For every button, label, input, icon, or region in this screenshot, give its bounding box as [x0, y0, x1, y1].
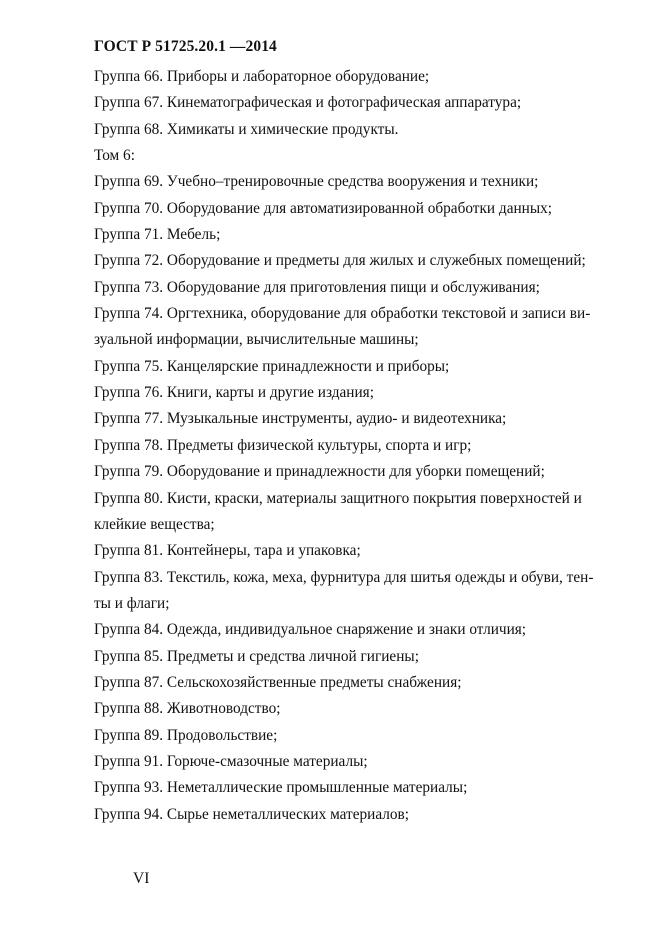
- list-line: Группа 76. Книги, карты и другие издания;: [94, 384, 374, 402]
- list-line-continuation: зуальной информации, вычислительные машины;: [94, 331, 419, 349]
- list-line: Группа 81. Контейнеры, тара и упаковка;: [94, 542, 361, 560]
- list-line: Группа 91. Горюче-смазочные материалы;: [94, 752, 368, 770]
- list-line: Группа 94. Сырье неметаллических материалов;: [94, 805, 410, 823]
- list-line-continuation: клейкие вещества;: [94, 515, 215, 533]
- list-line: Группа 93. Неметаллические промышленные материалы;: [94, 779, 468, 797]
- list-line: Группа 78. Предметы физической культуры, спорта и игр;: [94, 436, 472, 454]
- list-line: Группа 87. Сельскохозяйственные предметы снабжения;: [94, 673, 462, 691]
- list-line: Группа 66. Приборы и лабораторное оборудование;: [94, 68, 430, 85]
- page-number: VI: [133, 870, 150, 887]
- list-line: Группа 70. Оборудование для автоматизированной обработки данных;: [94, 199, 553, 217]
- list-line: Группа 67. Кинематографическая и фотографическая аппаратура;: [94, 94, 522, 112]
- list-line: Группа 74. Оргтехника, оборудование для обработки текстовой и записи ви-: [94, 305, 591, 323]
- list-line: Группа 73. Оборудование для приготовления пищи и обслуживания;: [94, 278, 540, 296]
- list-line: Группа 84. Одежда, индивидуальное снаряжение и знаки отличия;: [94, 621, 527, 639]
- list-line: Группа 72. Оборудование и предметы для жилых и служебных помещений;: [94, 252, 586, 270]
- list-line: Группа 88. Животноводство;: [94, 700, 281, 718]
- list-line: Группа 85. Предметы и средства личной гигиены;: [94, 647, 419, 665]
- list-line: Группа 79. Оборудование и принадлежности для уборки помещений;: [94, 463, 545, 481]
- list-line: Группа 80. Кисти, краски, материалы защитного покрытия поверхностей и: [94, 489, 582, 507]
- list-line: Группа 69. Учебно–тренировочные средства вооружения и техники;: [94, 173, 539, 191]
- list-line: Группа 71. Мебель;: [94, 226, 221, 244]
- standard-designation: ГОСТ Р 51725.20.1 —2014: [94, 38, 277, 55]
- list-line: Группа 75. Канцелярские принадлежности и приборы;: [94, 357, 450, 375]
- list-line: Группа 68. Химикаты и химические продукты.: [94, 120, 399, 138]
- list-line: Группа 77. Музыкальные инструменты, аудио- и видеотехника;: [94, 410, 507, 428]
- list-line: Группа 83. Текстиль, кожа, меха, фурнитура для шитья одежды и обуви, тен-: [94, 568, 594, 586]
- list-line-continuation: ты и флаги;: [94, 594, 170, 612]
- group-list: [94, 64, 614, 828]
- list-line: Группа 89. Продовольствие;: [94, 726, 278, 744]
- volume-heading: Том 6:: [94, 147, 135, 165]
